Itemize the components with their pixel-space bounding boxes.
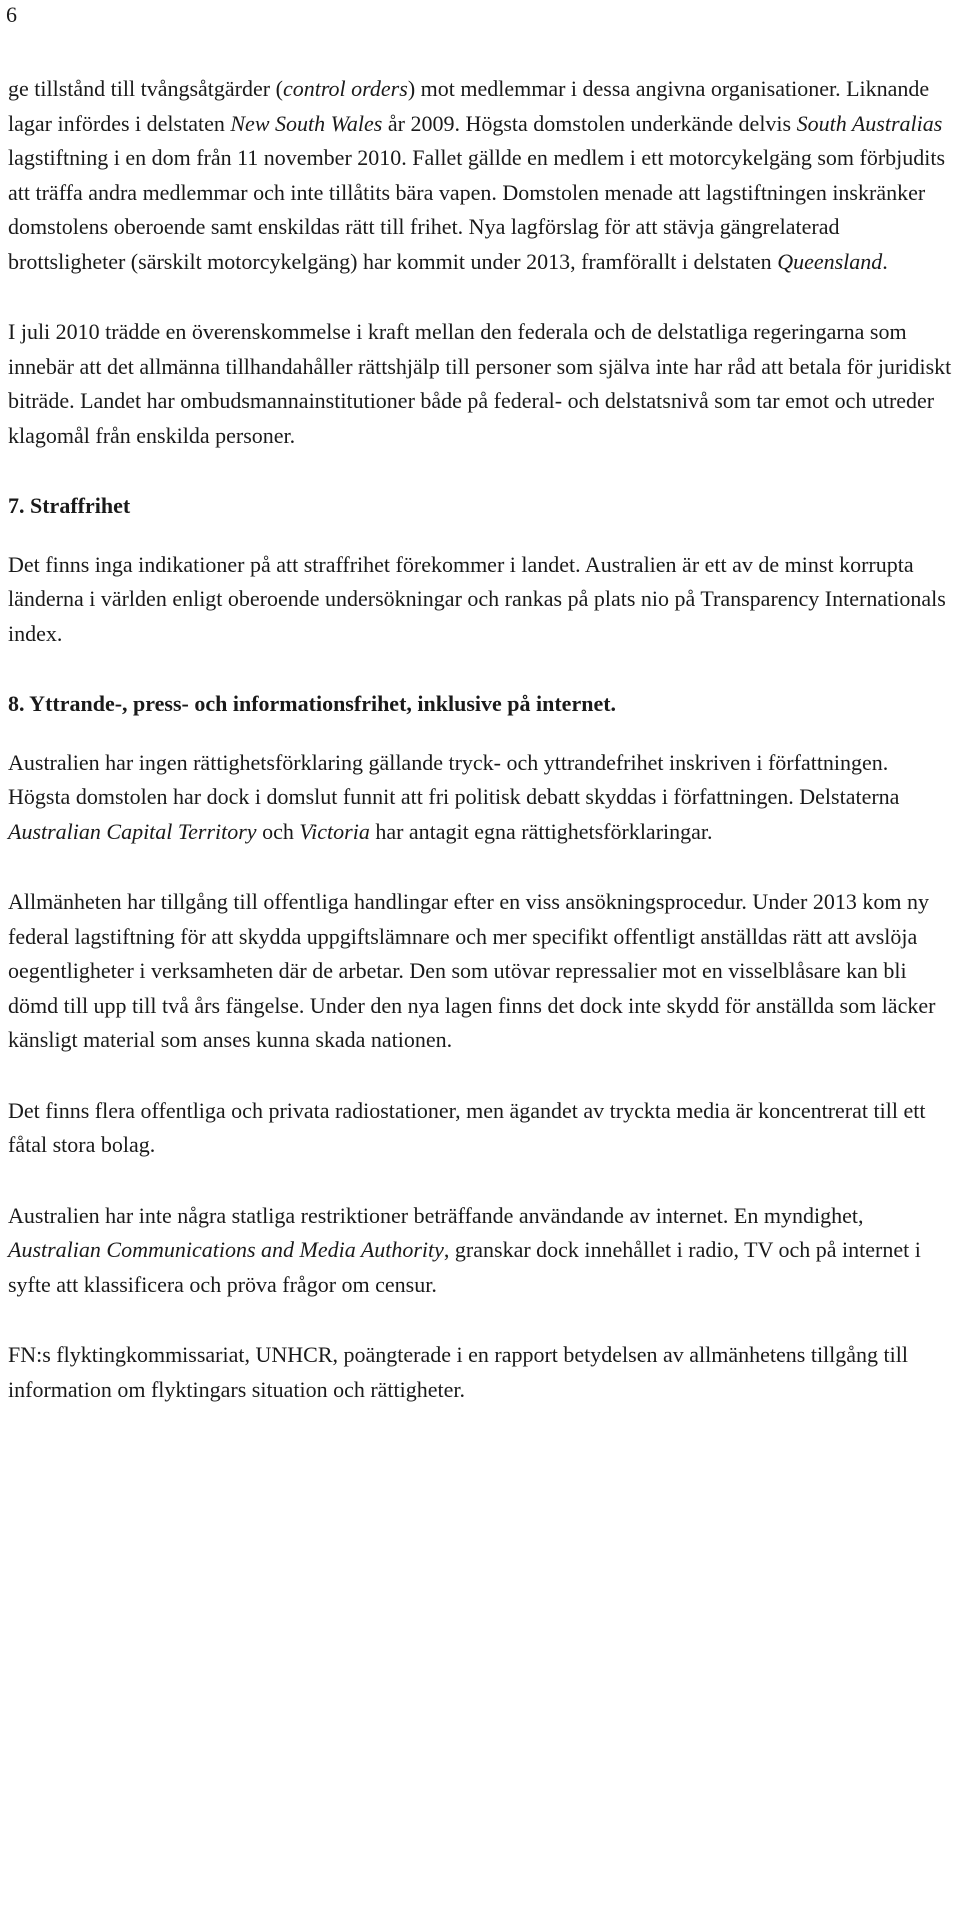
paragraph-media-ownership: Det finns flera offentliga och privata radiostationer, men ägandet av tryckta media är koncentrerat till ett fåtal stora bolag. [8, 1097, 926, 1157]
paragraph-control-orders [8, 72, 953, 279]
paragraph-internet [8, 1199, 953, 1303]
italic-term: Victoria [299, 818, 370, 844]
paragraph-rights-declaration [8, 746, 953, 850]
text-run: har antagit egna rättighetsförklaringar. [369, 818, 713, 844]
text-run: ge tillstånd till tvångsåtgärder ( [8, 76, 283, 101]
page-number: 6 [6, 2, 17, 27]
text-run: , granskar dock innehållet i radio, TV och på internet i syfte att klassificera och pröva frågor om censur. [8, 1237, 921, 1297]
text-run: Australien har ingen rättighetsförklaring gällande tryck- och yttrandefrihet inskriven i författningen. Högsta domstolen har dock i domslut funnit att fri politisk debatt skyddas i författningen. Delstaterna [8, 749, 900, 809]
text-run: Australien har inte några statliga restriktioner beträffande användande av internet. En myndighet, [8, 1202, 864, 1228]
section-heading-freedom-of-expression: 8. Yttrande-, press- och informationsfrihet, inklusive på internet. [8, 691, 617, 716]
paragraph-impunity: Det finns inga indikationer på att straffrihet förekommer i landet. Australien är ett av de minst korrupta länderna i världen enligt oberoende undersökningar och rankas på plats nio på Transparency Internationals index. [8, 551, 946, 646]
italic-term: Queensland [777, 248, 883, 274]
italic-term: control orders [282, 76, 408, 101]
text-run: lagstiftning i en dom från 11 november 2010. Fallet gällde en medlem i ett motorcykelgäng som förbjudits att träffa andra medlemmar och inte tillåtits bära vapen. Domstolen menade att lagstiftningen inskränker domstolens oberoende samt enskildas rätt till frihet. Nya lagförslag för att stävja gängrelaterad brottsligheter (särskilt motorcykelgäng) har kommit under 2013, framförallt i delstaten [8, 145, 946, 274]
italic-term: New South Wales [230, 110, 383, 136]
text-run: ) mot medlemmar i dessa angivna organisationer. Liknande lagar infördes i delstaten [8, 76, 930, 136]
italic-term: South Australias [796, 110, 943, 136]
paragraph-legal-aid: I juli 2010 trädde en överenskommelse i kraft mellan den federala och de delstatliga regeringarna som innebär att det allmänna tillhandahåller rättshjälp till personer som själva inte har råd att betala för juridiskt biträde. Landet har ombudsmannainstitutioner både på federal- och delstatsnivå som tar emot och utreder klagomål från enskilda personer. [8, 319, 952, 448]
text-run: . [882, 248, 888, 274]
italic-term: Australian Capital Territory [8, 818, 257, 844]
paragraph-public-documents: Allmänheten har tillgång till offentliga handlingar efter en viss ansökningsprocedur. Under 2013 kom ny federal lagstiftning för att skydda uppgiftslämnare och mer specifikt offentligt anställdas rätt att avslöja oegentligheter i verksamheten där de arbetar. Den som utövar repressalier mot en visselblåsare kan bli dömd till upp till två års fängelse. Under den nya lagen finns det dock inte skydd för anställda som läcker känsligt material som anses kunna skada nationen. [8, 889, 936, 1052]
italic-term: Australian Communications and Media Authority [8, 1237, 444, 1262]
text-run: och [256, 818, 300, 844]
paragraph-unhcr: FN:s flyktingkommissariat, UNHCR, poängterade i en rapport betydelsen av allmänhetens tillgång till information om flyktingars situation och rättigheter. [8, 1342, 908, 1402]
document-body [8, 72, 953, 1433]
text-run: år 2009. Högsta domstolen underkände delvis [382, 110, 797, 136]
section-heading-impunity: 7. Straffrihet [8, 493, 131, 518]
